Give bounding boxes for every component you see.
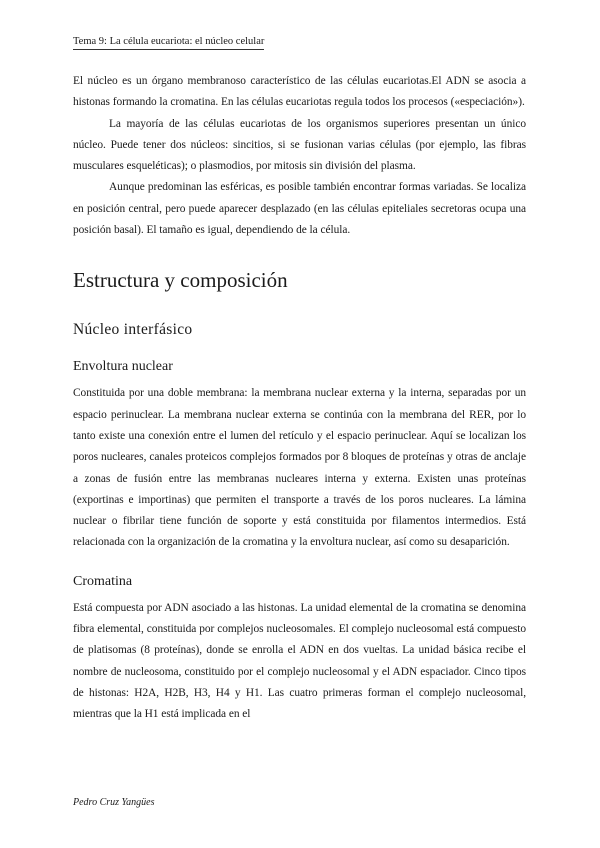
section-heading: Estructura y composición <box>73 268 288 293</box>
running-header: Tema 9: La célula eucariota: el núcleo celular <box>73 36 265 47</box>
footer-author: Pedro Cruz Yangües <box>73 797 155 808</box>
page-content <box>73 71 526 726</box>
envoltura-paragraph: Constituida por una doble membrana: la membrana nuclear externa y la interna, separadas por un espacio perinuclear. La membrana nuclear externa se continúa con la membrana del RER, por lo tanto existe una conexión entre el lumen del retículo y el espacio perinuclear. Aquí se localizan los poros nucleares, canales proteicos complejos formados por 8 bloques de proteínas y otras de anclaje a zonas de fusión entre las membranas nucleares interna y externa. Existen unas proteínas (exportinas e importinas) que permiten el transporte a través de los poros nucleares. La lámina nuclear o fibrilar tiene función de soporte y está constituida por filamentos intermedios. Está relacionada con la organización de la cromatina y la envoltura nuclear, así como su desaparición. <box>73 387 526 549</box>
intro-paragraph-2: La mayoría de las células eucariotas de los organismos superiores presentan un único núcleo. Puede tener dos núcleos: sincitios, si se fusionan varias células (por ejemplo, las fibras musculares esqueléticas); o plasmodios, por mitosis sin división del plasma. <box>73 117 526 173</box>
intro-paragraph-1: El núcleo es un órgano membranoso característico de las células eucariotas.El ADN se asocia a histonas formando la cromatina. En las células eucariotas regula todos los procesos («especiación»). <box>73 75 526 109</box>
envoltura-heading: Envoltura nuclear <box>73 359 173 375</box>
subsection-heading: Núcleo interfásico <box>73 321 193 339</box>
intro-paragraph-3: Aunque predominan las esféricas, es posible también encontrar formas variadas. Se localiza en posición central, pero puede aparecer desplazado (en las células epiteliales secretoras ocupa una posición basal). El tamaño es igual, dependiendo de la célula. <box>73 181 526 237</box>
cromatina-paragraph: Está compuesta por ADN asociado a las histonas. La unidad elemental de la cromatina se denomina fibra elemental, constituida por complejos nucleosomales. El complejo nucleosomal está compuesto de platisomas (8 proteínas), donde se enrolla el ADN en dos vueltas. La unidad básica recibe el nombre de nucleosoma, constituido por el complejo nucleosomal y el ADN espaciador. Cinco tipos de histonas: H2A, H2B, H3, H4 y H1. Las cuatro primeras forman el complejo nucleosomal, mientras que la H1 está implicada en el <box>73 601 526 721</box>
cromatina-heading: Cromatina <box>73 573 133 589</box>
